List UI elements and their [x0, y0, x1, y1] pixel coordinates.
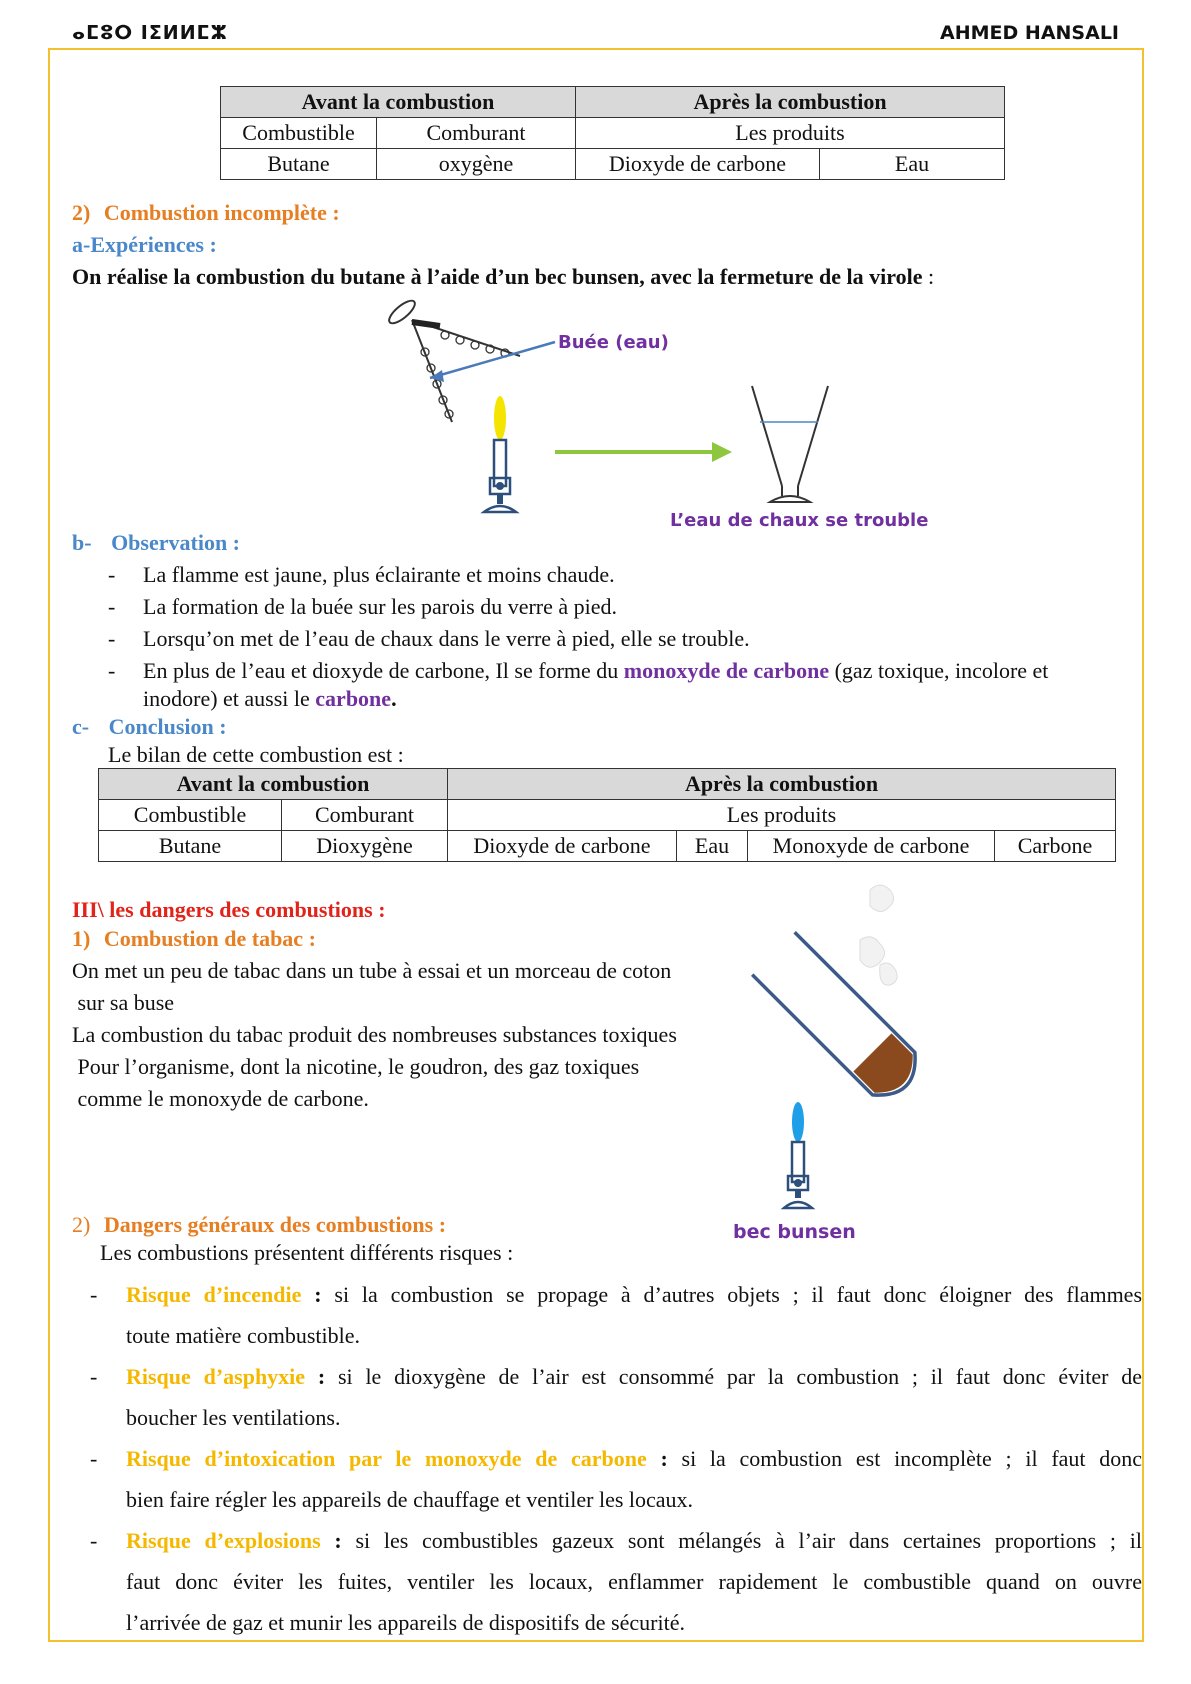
risk-explosions	[126, 1526, 1142, 1556]
obs-item-text: La formation de la buée sur les parois du verre à pied.	[143, 594, 618, 619]
obs-item-text-4	[143, 656, 1143, 686]
experiment-text	[72, 262, 934, 292]
risk-asphyxie	[126, 1362, 1142, 1392]
tabac-line: sur sa buse	[72, 990, 175, 1015]
figure-incomplete-combustion	[370, 290, 930, 540]
subsection-dangers	[72, 1210, 446, 1240]
risk-text-cont: boucher les ventilations.	[126, 1405, 341, 1430]
obs-item-text-4b	[143, 684, 397, 714]
subsection-experiences: a-Expériences :	[72, 232, 217, 257]
label-bec-bunsen: bec bunsen	[733, 1221, 856, 1243]
sep: :	[320, 1528, 356, 1553]
bunsen-burner-1	[484, 396, 516, 512]
risk-incendie	[126, 1280, 1142, 1310]
risk-name: Risque d’incendie	[126, 1282, 302, 1307]
risk-text-cont: bien faire régler les appareils de chauffage et ventiler les locaux.	[126, 1487, 694, 1512]
risk-text: si le dioxygène de l’air est consommé par la combustion ; il faut donc éviter de	[337, 1364, 1142, 1389]
subsection-tabac	[72, 924, 316, 954]
yellow-flame	[494, 396, 506, 440]
risk-text: si les combustibles gazeux sont mélangés à l’air dans certaines proportions ; il	[355, 1528, 1142, 1553]
smoke	[860, 885, 897, 985]
risk-name: Risque d’intoxication par le monoxyde de carbone	[126, 1446, 647, 1471]
obs-item-text: Lorsqu’on met de l’eau de chaux dans le verre à pied, elle se trouble.	[143, 626, 750, 651]
obs-item: -	[108, 626, 116, 651]
tobacco	[853, 1033, 922, 1102]
conclusion-title: Conclusion :	[108, 714, 227, 739]
glass-wall	[412, 320, 452, 422]
conclusion-text: Le bilan de cette combustion est :	[108, 742, 404, 767]
obs-item: -	[108, 562, 116, 587]
table-cell: Combustible	[99, 800, 282, 831]
table-incomplete-combustion	[98, 768, 1116, 862]
obs-item: -	[108, 658, 116, 683]
tabac-title: Combustion de tabac :	[103, 926, 316, 951]
section-number: 1)	[72, 926, 91, 951]
glass-stem	[412, 322, 440, 326]
dangers-intro: Les combustions présentent différents risques :	[100, 1240, 514, 1265]
section-number: 2)	[72, 1212, 91, 1237]
risk-dash: -	[90, 1364, 98, 1389]
label-buee: Buée (eau)	[558, 332, 669, 353]
subsection-observation	[72, 528, 240, 558]
subsection-conclusion	[72, 712, 227, 742]
table-cell: Butane	[221, 149, 377, 180]
risk-text-cont: faut donc éviter les fuites, ventiler les locaux, enflammer rapidement le combustible quand on ouvre	[126, 1569, 1142, 1594]
upright-glass	[752, 386, 828, 502]
bunsen-burner-2	[784, 1102, 812, 1208]
sep: :	[646, 1446, 682, 1471]
table-cell: Dioxyde de carbone	[448, 831, 677, 862]
blue-flame	[792, 1102, 804, 1142]
highlight-carbone: carbone	[315, 686, 392, 711]
risk-dash: -	[90, 1282, 98, 1307]
test-tube	[752, 932, 927, 1107]
table-cell: oxygène	[377, 149, 576, 180]
risk-dash: -	[90, 1446, 98, 1471]
period: .	[391, 686, 397, 711]
header-tifinagh: ⴰⵎⵓⵔ ⵏⵉⵍⵍⵎⵣ	[72, 22, 228, 44]
risk-name: Risque d’asphyxie	[126, 1364, 306, 1389]
text: inodore) et aussi le	[143, 686, 316, 711]
table-cell: Carbone	[995, 831, 1116, 862]
letter: b-	[72, 530, 92, 555]
table-cell: Eau	[677, 831, 748, 862]
text: En plus de l’eau et dioxyde de carbone, Il se forme du	[143, 658, 624, 683]
green-arrowhead	[712, 442, 732, 462]
highlight-monoxide: monoxyde de carbone	[623, 658, 830, 683]
risk-text: si la combustion se propage à d’autres objets ; il faut donc éloigner des flammes	[334, 1282, 1143, 1307]
tabac-line: La combustion du tabac produit des nombreuses substances toxiques	[72, 1022, 677, 1047]
table-header-after: Après la combustion	[576, 87, 1005, 118]
risk-name: Risque d’explosions	[126, 1528, 321, 1553]
experiment-sentence: On réalise la combustion du butane à l’aide d’un bec bunsen, avec la fermeture de la virole	[72, 264, 923, 289]
table-cell: Les produits	[576, 118, 1005, 149]
table-complete-combustion	[220, 86, 1005, 180]
tabac-line: comme le monoxyde de carbone.	[72, 1086, 369, 1111]
table-header-before: Avant la combustion	[221, 87, 576, 118]
table-cell: Comburant	[282, 800, 448, 831]
dangers-title: Dangers généraux des combustions :	[103, 1212, 447, 1237]
obs-item: -	[108, 594, 116, 619]
section-title-text: Combustion incomplète :	[103, 200, 340, 225]
risk-text: si la combustion est incomplète ; il faut donc	[681, 1446, 1143, 1471]
colon: :	[922, 264, 935, 289]
risk-text-cont: l’arrivée de gaz et munir les appareils de dispositifs de sécurité.	[126, 1610, 685, 1635]
table-cell: Les produits	[448, 800, 1116, 831]
sep: :	[305, 1364, 338, 1389]
text: (gaz toxique, incolore et	[829, 658, 1049, 683]
risk-intoxication	[126, 1444, 1142, 1474]
tabac-line: Pour l’organisme, dont la nicotine, le goudron, des gaz toxiques	[72, 1054, 640, 1079]
section-number: 2)	[72, 200, 91, 225]
table-header-before: Avant la combustion	[99, 769, 448, 800]
table-cell: Eau	[820, 149, 1005, 180]
table-cell: Dioxygène	[282, 831, 448, 862]
section-title-incomplete	[72, 198, 340, 228]
letter: c-	[72, 714, 90, 739]
table-cell: Combustible	[221, 118, 377, 149]
table-header-after: Après la combustion	[448, 769, 1116, 800]
label-limewater: L’eau de chaux se trouble	[670, 510, 929, 531]
risk-text-cont: toute matière combustible.	[126, 1323, 360, 1348]
risk-dash: -	[90, 1528, 98, 1553]
sep: :	[301, 1282, 335, 1307]
table-cell: Monoxyde de carbone	[748, 831, 995, 862]
observation-title: Observation :	[111, 530, 241, 555]
table-cell: Dioxyde de carbone	[576, 149, 820, 180]
header-author: AHMED HANSALI	[940, 22, 1119, 44]
figure-tabac-combustion	[730, 870, 960, 1250]
table-cell: Comburant	[377, 118, 576, 149]
section-title-dangers: III\ les dangers des combustions :	[72, 897, 386, 922]
tabac-line: On met un peu de tabac dans un tube à essai et un morceau de coton	[72, 958, 672, 983]
table-cell: Butane	[99, 831, 282, 862]
obs-item-text: La flamme est jaune, plus éclairante et moins chaude.	[143, 562, 615, 587]
